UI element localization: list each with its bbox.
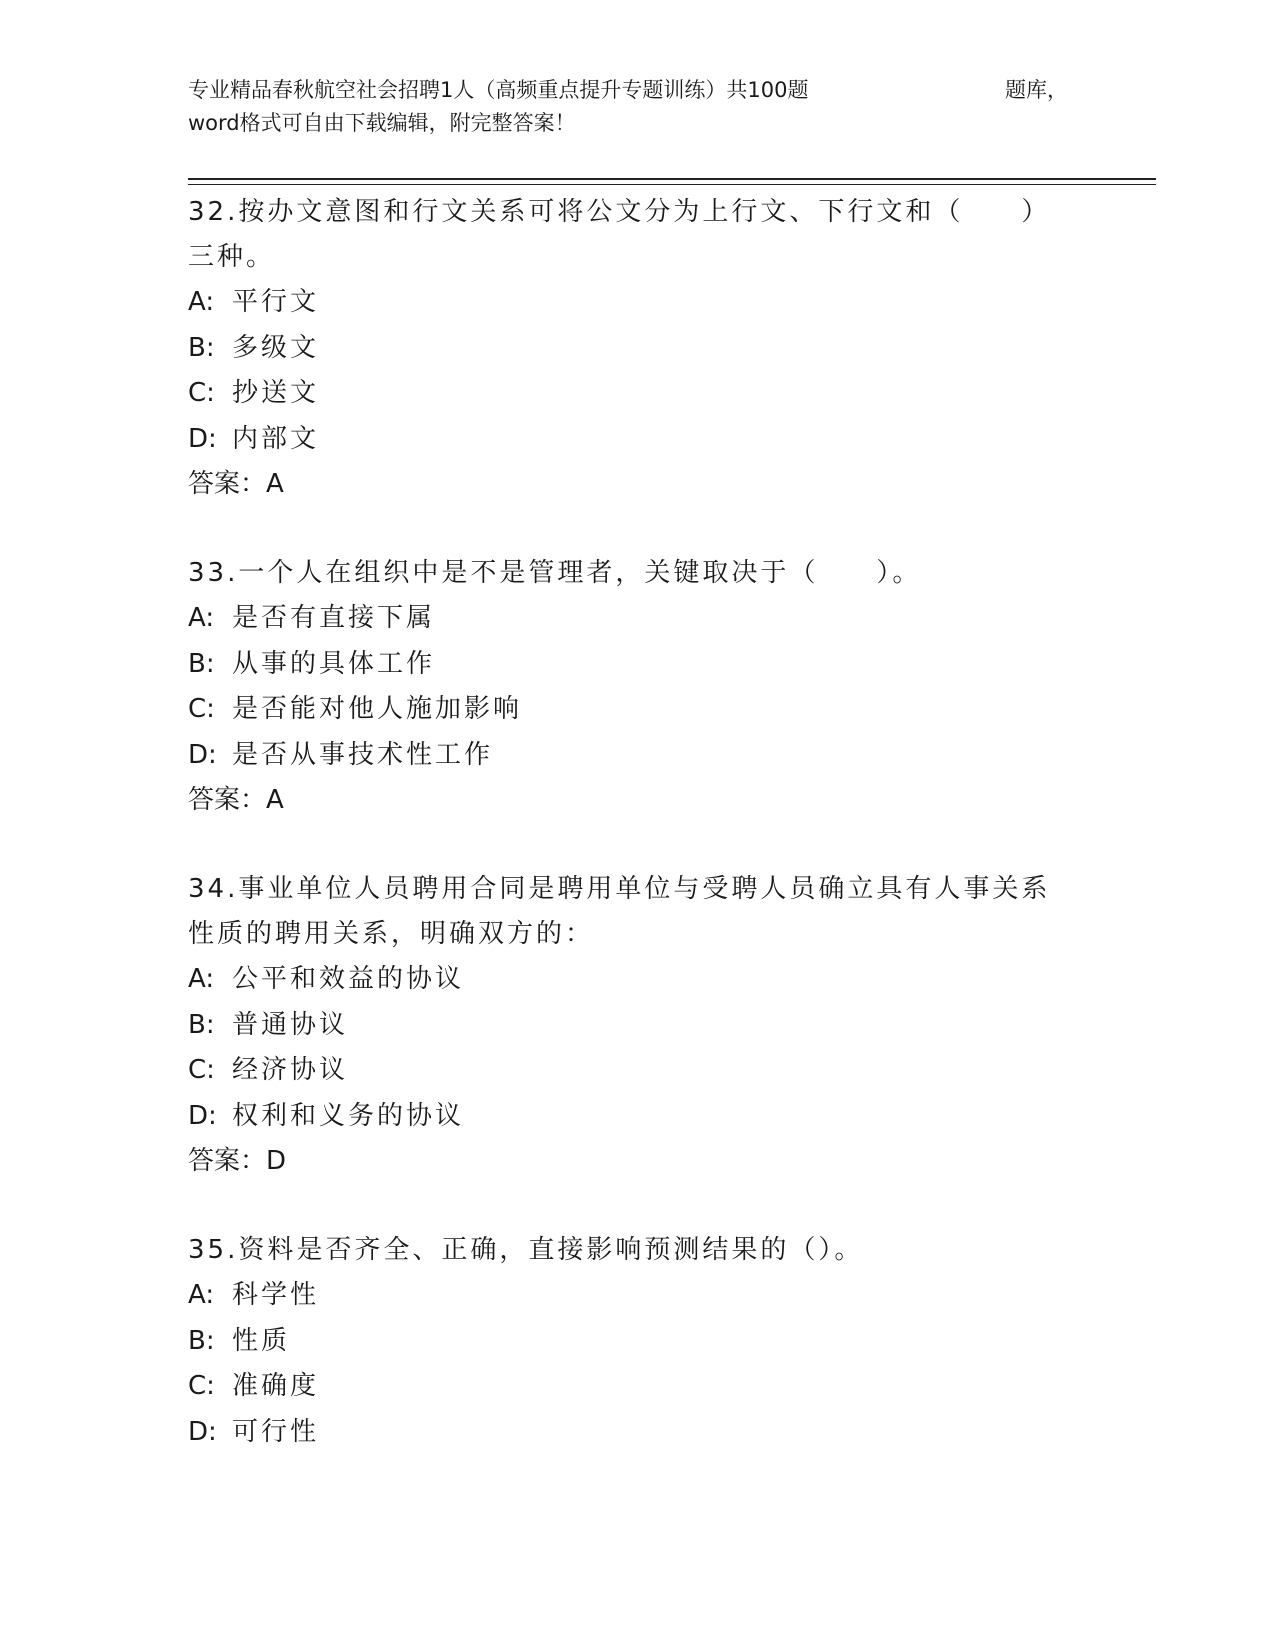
option-text: 抄送文 [232, 378, 320, 408]
option-key: A: [188, 603, 215, 633]
option-b [188, 642, 1088, 688]
option-key: A: [188, 287, 215, 317]
option-c [188, 687, 1088, 733]
option-text: 可行性 [232, 1416, 320, 1447]
option-text: 普通协议 [232, 1009, 349, 1040]
option-key: A: [188, 1280, 215, 1310]
option-text: 平行文 [232, 287, 320, 317]
option-b [188, 1319, 1088, 1365]
option-key: A: [188, 964, 215, 994]
option-key: D: [188, 423, 217, 454]
option-text: 是否有直接下属 [232, 603, 436, 633]
option-text: 多级文 [232, 332, 320, 363]
header-rule-thick [188, 178, 1156, 180]
option-c [188, 1048, 1088, 1094]
option-key: B: [188, 648, 215, 679]
option-text: 是否从事技术性工作 [232, 739, 494, 770]
answer-line: 答案：A [188, 785, 284, 815]
option-key: B: [188, 1009, 215, 1040]
header-line-1 [188, 74, 1068, 107]
option-d [188, 1094, 1088, 1140]
question-text: 35.资料是否齐全、正确，直接影响预测结果的（）。 [188, 1235, 864, 1265]
option-text: 内部文 [232, 423, 320, 454]
option-key: C: [188, 694, 215, 724]
option-d [188, 733, 1088, 779]
header-title: 专业精品春秋航空社会招聘1人（高频重点提升专题训练）共100题 [188, 78, 809, 102]
option-a [188, 280, 1088, 326]
option-d [188, 417, 1088, 463]
option-b [188, 326, 1088, 372]
option-key: D: [188, 739, 217, 770]
option-text: 权利和义务的协议 [232, 1100, 465, 1131]
option-text: 经济协议 [232, 1055, 349, 1085]
option-text: 从事的具体工作 [232, 648, 436, 679]
question-text: 33.一个人在组织中是不是管理者，关键取决于（ ）。 [188, 558, 922, 588]
question-34 [188, 867, 1088, 1184]
header-rule-thin [188, 184, 1156, 185]
option-text: 性质 [232, 1325, 291, 1356]
option-a [188, 957, 1088, 1003]
option-c [188, 371, 1088, 417]
answer-line: 答案：D [188, 1146, 287, 1176]
option-key: C: [188, 378, 215, 408]
question-35 [188, 1228, 1088, 1455]
question-33 [188, 551, 1088, 823]
question-list [188, 190, 1088, 1499]
option-key: D: [188, 1416, 217, 1447]
option-key: C: [188, 1371, 215, 1401]
option-b [188, 1003, 1088, 1049]
option-key: B: [188, 1325, 215, 1356]
answer-line: 答案：A [188, 469, 284, 499]
question-text: 32.按办文意图和行文关系可将公文分为上行文、下行文和（ ）三种。 [188, 197, 1051, 272]
option-text: 科学性 [232, 1280, 320, 1310]
option-key: B: [188, 332, 215, 363]
option-d [188, 1410, 1088, 1456]
question-text: 34.事业单位人员聘用合同是聘用单位与受聘人员确立具有人事关系性质的聘用关系，明确双方的： [188, 874, 1051, 949]
option-a [188, 596, 1088, 642]
option-key: C: [188, 1055, 215, 1085]
header-title-suffix: 题库， [1005, 78, 1068, 102]
option-key: D: [188, 1100, 217, 1131]
header-line-2: word格式可自由下载编辑，附完整答案！ [188, 111, 576, 135]
option-text: 准确度 [232, 1371, 320, 1401]
option-text: 公平和效益的协议 [232, 964, 465, 994]
option-a [188, 1273, 1088, 1319]
question-32 [188, 190, 1088, 507]
document-header [188, 74, 1088, 140]
option-text: 是否能对他人施加影响 [232, 694, 523, 724]
option-c [188, 1364, 1088, 1410]
